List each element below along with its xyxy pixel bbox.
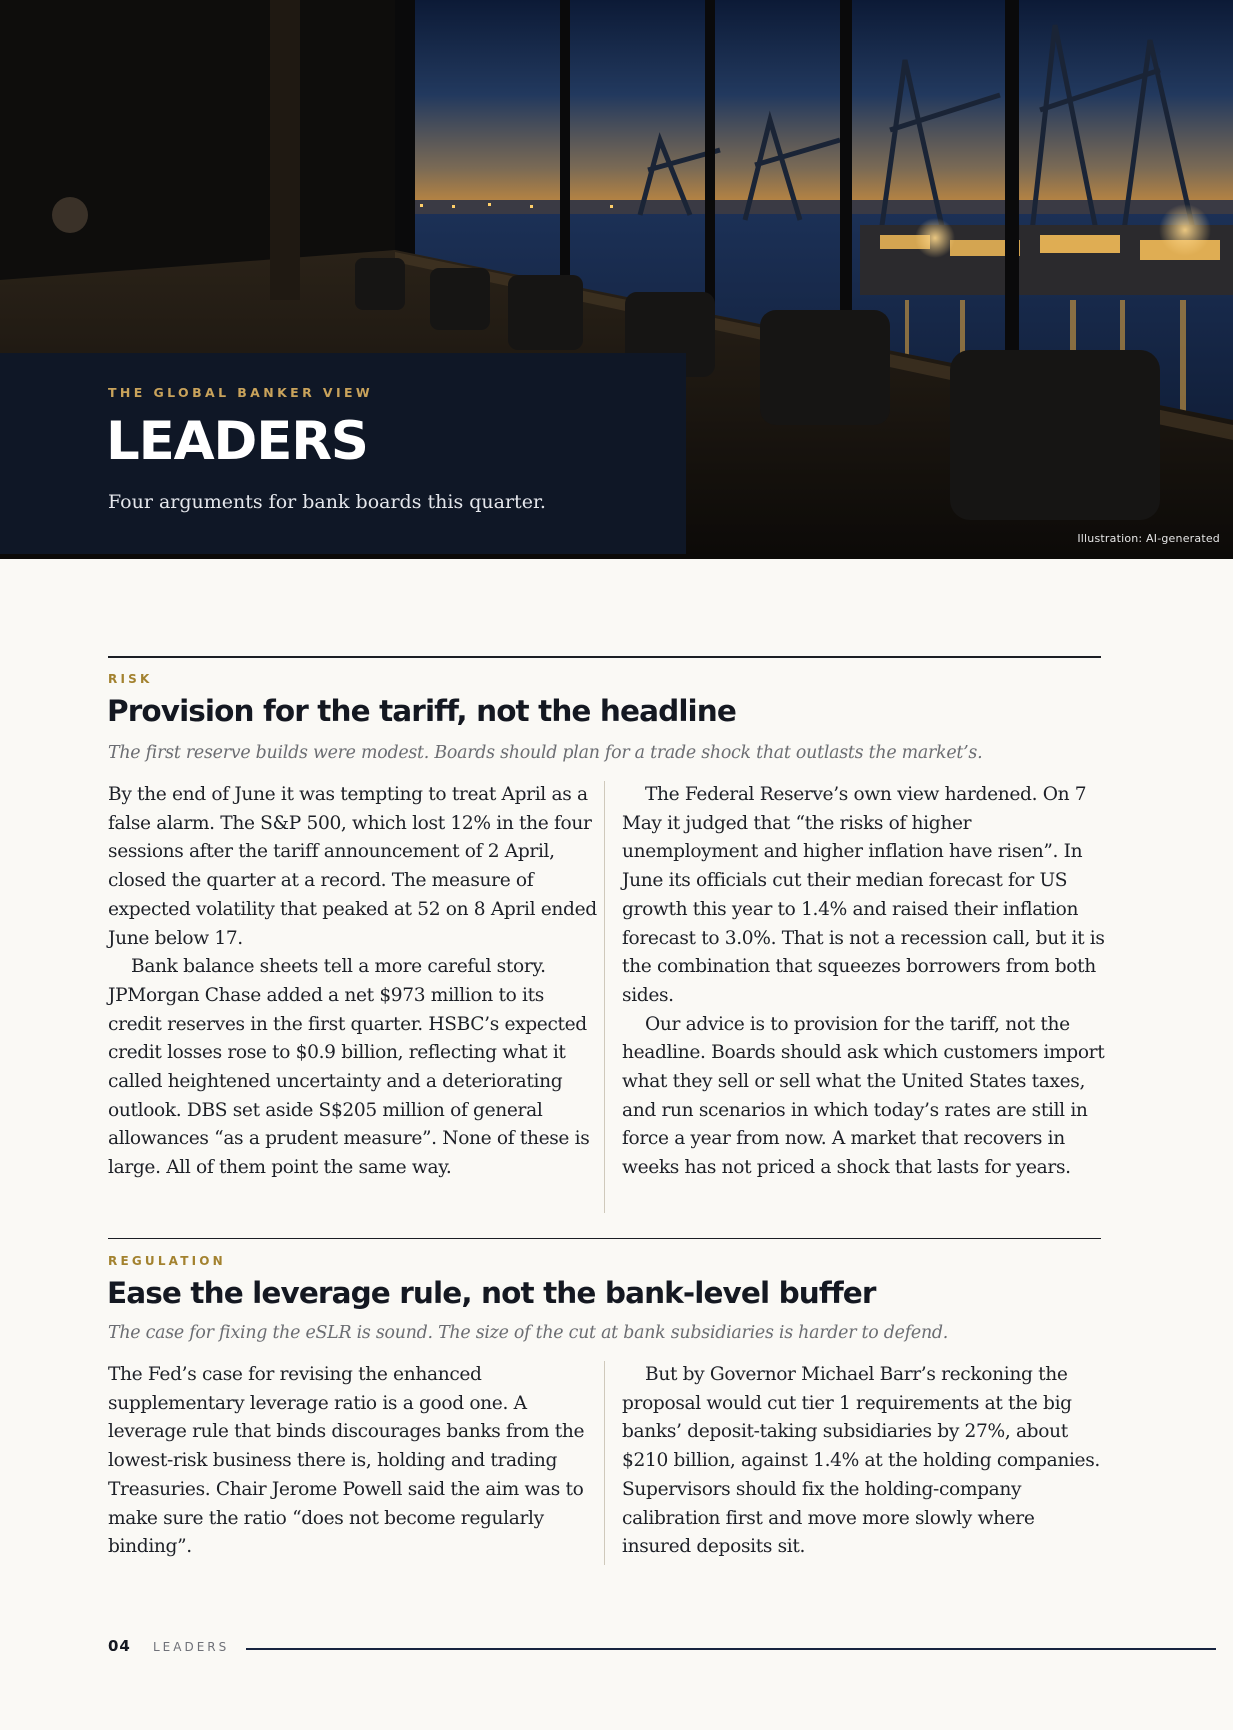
article-headline: Ease the leverage rule, not the bank-level buffer <box>107 1276 876 1310</box>
page-number: 04 <box>108 1637 131 1655</box>
article-headline: Provision for the tariff, not the headline <box>107 694 736 728</box>
article-divider <box>108 656 1101 658</box>
article-section-label: RISK <box>108 672 153 686</box>
article-section-label: REGULATION <box>108 1254 226 1268</box>
paragraph: Our advice is to provision for the tariff, not the headline. Boards should ask which customers import what they sell or sell what the United States taxes, and run scenarios in which today’s rates are still in force a year from now. A market that recovers in weeks has not priced a shock that lasts for years. <box>622 1013 1105 1179</box>
article-standfirst: The first reserve builds were modest. Boards should plan for a trade shock that outlasts the market’s. <box>108 743 983 763</box>
article-column-left <box>108 1361 598 1562</box>
paragraph: By the end of June it was tempting to treat April as a false alarm. The S&P 500, which lost 12% in the four sessions after the tariff announcement of 2 April, closed the quarter at a record. The measure of expected volatility that peaked at 52 on 8 April ended June below 17. <box>108 784 597 949</box>
paragraph: Bank balance sheets tell a more careful story. JPMorgan Chase added a net $973 million to its credit reserves in the first quarter. HSBC’s expected credit losses rose to $0.9 billion, reflecting what it called heightened uncertainty and a deteriorating outlook. DBS set aside S$205 million of general allowances “as a prudent measure”. None of these is large. All of them point the same way. <box>108 956 590 1179</box>
section-kicker: THE GLOBAL BANKER VIEW <box>108 385 374 400</box>
article-column-left <box>108 781 598 1183</box>
footer-rule <box>246 1648 1216 1650</box>
article-divider <box>108 1238 1101 1239</box>
footer-section-label: LEADERS <box>153 1640 230 1654</box>
image-credit: Illustration: AI-generated <box>1077 532 1220 545</box>
page-subtitle: Four arguments for bank boards this quarter. <box>108 491 546 513</box>
article-column-right <box>604 1361 1106 1565</box>
paragraph: The Fed’s case for revising the enhanced supplementary leverage ratio is a good one. A leverage rule that binds discourages banks from the lowest-risk business there is, holding and trading Treasuries. Chair Jerome Powell said the aim was to make sure the ratio “does not become regularly binding”. <box>108 1364 585 1558</box>
paragraph: But by Governor Michael Barr’s reckoning the proposal would cut tier 1 requirements at the big banks’ deposit-taking subsidiaries by 27%, about $210 billion, against 1.4% at the holding companies. Supervisors should fix the holding-company calibration first and move more slowly where insured deposits sit. <box>622 1364 1100 1558</box>
paragraph: The Federal Reserve’s own view hardened. On 7 May it judged that “the risks of higher unemployment and higher inflation have risen”. In June its officials cut their median forecast for US growth this year to 1.4% and raised their inflation forecast to 3.0%. That is not a recession call, but it is the combination that squeezes borrowers from both sides. <box>622 784 1105 1006</box>
page-title: LEADERS <box>106 411 368 472</box>
article-standfirst: The case for fixing the eSLR is sound. The size of the cut at bank subsidiaries is harder to defend. <box>108 1323 949 1343</box>
article-column-right <box>604 781 1106 1213</box>
